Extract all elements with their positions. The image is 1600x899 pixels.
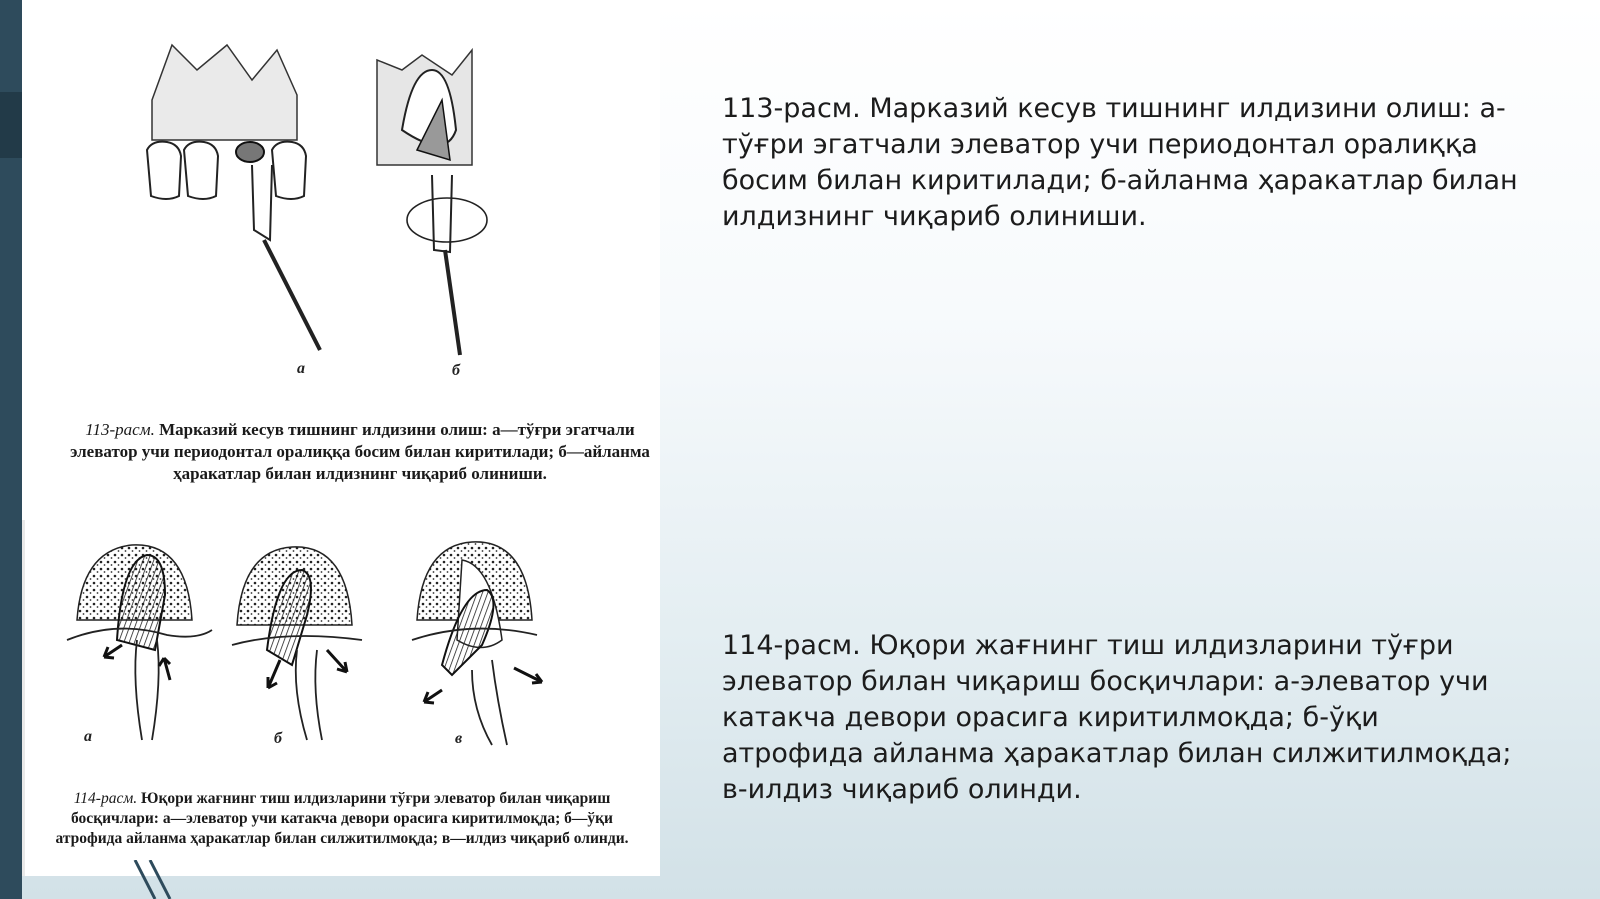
fig114-a-drawing bbox=[67, 545, 212, 740]
fig113-a-drawing bbox=[147, 45, 320, 350]
fig113-sublabel-b: б bbox=[452, 362, 460, 379]
fig114-caption-title: Юқори жағнинг тиш илдизларини тўғри элеватор билан чиқариш босқичлари: bbox=[71, 790, 611, 827]
scanned-figure-page bbox=[22, 0, 660, 876]
fig113-caption bbox=[70, 419, 650, 485]
fig114-b-drawing bbox=[232, 547, 362, 740]
fig114-sublabel-a: а bbox=[84, 728, 92, 745]
fig114-v-drawing bbox=[412, 542, 542, 745]
fig113-caption-body: а—тўғри эгатчали элеватор учи периодонтал оралиққа босим билан киритилади; б—айланма ҳаракатлар билан илдизнинг чиқариб олиниши. bbox=[70, 420, 650, 483]
scan-edge-shadow bbox=[22, 520, 25, 876]
fig114-sublabel-v: в bbox=[455, 730, 463, 747]
fig113-b-drawing bbox=[377, 50, 487, 355]
fig114-sublabel-b: б bbox=[274, 730, 282, 747]
left-accent-block bbox=[0, 92, 22, 158]
fig114-caption-label: 114-расм. bbox=[73, 790, 138, 807]
fig114-caption bbox=[42, 789, 642, 849]
fig113-sublabel-a: а bbox=[297, 360, 305, 377]
fig113-caption-title: Марказий кесув тишнинг илдизини олиш: bbox=[159, 420, 488, 439]
fig114-description: 114-расм. Юқори жағнинг тиш илдизларини тўғри элеватор билан чиқариш босқичлари: а-элеватор учи катакча девори орасига киритилмоқда; б-ўқи атрофида айланма ҳаракатлар билан силжитилмоқда; в-илдиз чиқариб олинди. bbox=[722, 630, 1512, 805]
fig113-description: 113-расм. Марказий кесув тишнинг илдизини олиш: а-тўғри эгатчали элеватор учи периодонтал оралиққа босим билан киритилади; б-айланма ҳаракатлар билан илдизнинг чиқариб олиниши. bbox=[722, 93, 1518, 232]
fig113-caption-label: 113-расм. bbox=[85, 420, 155, 439]
fig114-caption-body: а—элеватор учи катакча девори орасига киритилмоқда; б—ўқи атрофида айланма ҳаракатлар билан силжитилмоқда; в—илдиз чиқариб олинди. bbox=[55, 810, 629, 847]
decorative-corner-lines bbox=[120, 860, 240, 899]
